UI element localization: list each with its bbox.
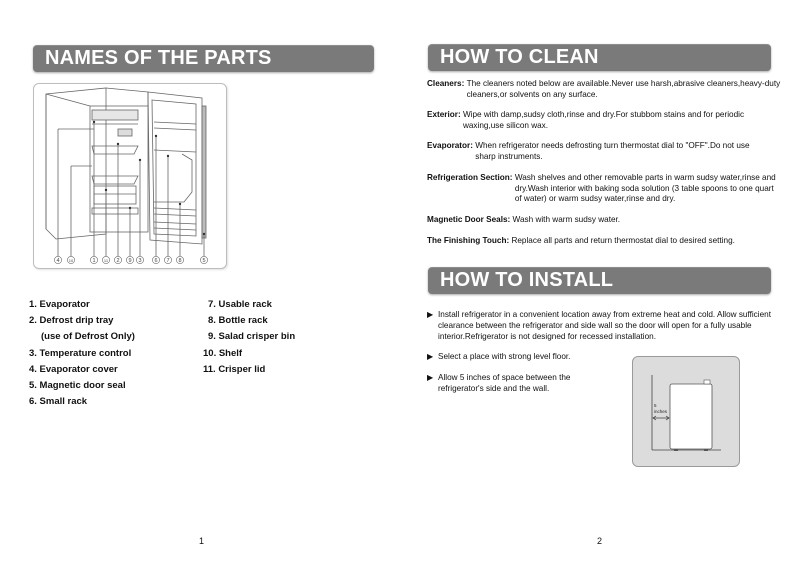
svg-text:11: 11 [103, 258, 109, 263]
clean-text: Replace all parts and return thermostat dial to desired setting. [511, 236, 735, 245]
svg-text:3: 3 [138, 258, 142, 264]
parts-list-column-1 [29, 297, 135, 410]
clean-text: The cleaners noted below are available.Never use harsh,abrasive cleaners,heavy-duty cleaners,or solvents on any surface. [466, 79, 781, 99]
install-text: Install refrigerator in a convenient location away from extreme heat and cold. Allow sufficient clearance between the refrigerator and side wall so the door will open for a fully usable interior.Refrigerator is not designed for recessed installation. [438, 310, 771, 341]
install-item [427, 310, 777, 342]
part-item: 10. Shelf [203, 347, 243, 359]
clean-text: When refrigerator needs defrosting turn thermostat dial to "OFF".Do not use sharp instruments. [475, 141, 750, 161]
refrigerator-illustration [34, 84, 228, 270]
svg-text:5: 5 [654, 403, 657, 408]
clean-label: Refrigeration Section: [427, 173, 513, 182]
svg-text:2: 2 [116, 258, 120, 264]
how-to-clean-heading: HOW TO CLEAN [428, 44, 771, 71]
part-item: 11. Crisper lid [203, 363, 266, 375]
page-number: 2 [597, 536, 603, 546]
svg-text:7: 7 [166, 258, 170, 264]
svg-text:8: 8 [178, 258, 182, 264]
clean-text: Wipe with damp,sudsy cloth,rinse and dry.For stubbom stains and for periodic waxing,use silicon wax. [462, 110, 745, 130]
part-item: 3. Temperature control [29, 347, 132, 359]
how-to-install-heading: HOW TO INSTALL [428, 267, 771, 294]
clean-label: Cleaners: [427, 79, 465, 88]
svg-text:9: 9 [128, 258, 132, 264]
clean-label: Magnetic Door Seals: [427, 215, 511, 224]
parts-diagram [33, 83, 227, 269]
part-item: 6. Small rack [29, 396, 88, 408]
clean-entry-magnetic-door-seals [427, 215, 782, 226]
names-of-parts-heading: NAMES OF THE PARTS [33, 45, 374, 72]
clean-text: Wash with warm sudsy water. [512, 215, 621, 224]
clean-text: Wash shelves and other removable parts in warm sudsy water,rinse and dry.Wash interior with baking soda solution (3 table spoons to one quart of water) or warm sudsy water,rinse and dry. [514, 173, 776, 204]
triangle-bullet-icon: ▶ [427, 373, 434, 382]
part-item-note: (use of Defrost Only) [41, 331, 135, 343]
part-item: 7. Usable rack [208, 299, 272, 310]
clean-label: Exterior: [427, 110, 461, 119]
install-item [427, 352, 627, 363]
clean-entry-exterior [427, 110, 757, 131]
part-item: 4. Evaporator cover [29, 363, 118, 375]
clean-label: The Finishing Touch: [427, 236, 510, 245]
svg-text:10: 10 [68, 258, 74, 263]
svg-text:inches: inches [654, 409, 668, 414]
install-text: Select a place with strong level floor. [438, 352, 571, 361]
clean-entry-refrigeration-section [427, 173, 782, 205]
svg-text:6: 6 [154, 258, 158, 264]
clean-entry-evaporator [427, 141, 767, 162]
parts-list-column-2 [203, 297, 295, 378]
install-item [427, 373, 587, 395]
clearance-diagram [632, 356, 740, 467]
svg-text:4: 4 [56, 258, 60, 264]
part-item: 8. Bottle rack [208, 315, 268, 327]
install-text: Allow 5 inches of space between the refrigerator's side and the wall. [438, 373, 571, 393]
part-item [29, 313, 135, 345]
clean-label: Evaporator: [427, 141, 473, 150]
clean-entry-cleaners [427, 79, 782, 100]
page-number: 1 [199, 536, 205, 546]
svg-text:5: 5 [202, 258, 206, 264]
part-item-label: 2. Defrost drip tray [29, 315, 114, 327]
clean-entry-finishing-touch [427, 236, 782, 247]
clearance-illustration [633, 357, 741, 468]
part-item: 5. Magnetic door seal [29, 380, 126, 392]
triangle-bullet-icon: ▶ [427, 352, 434, 361]
svg-text:1: 1 [92, 258, 96, 264]
triangle-bullet-icon: ▶ [427, 310, 434, 319]
part-item: 9. Salad crisper bin [208, 331, 296, 343]
part-item: 1. Evaporator [29, 299, 90, 310]
